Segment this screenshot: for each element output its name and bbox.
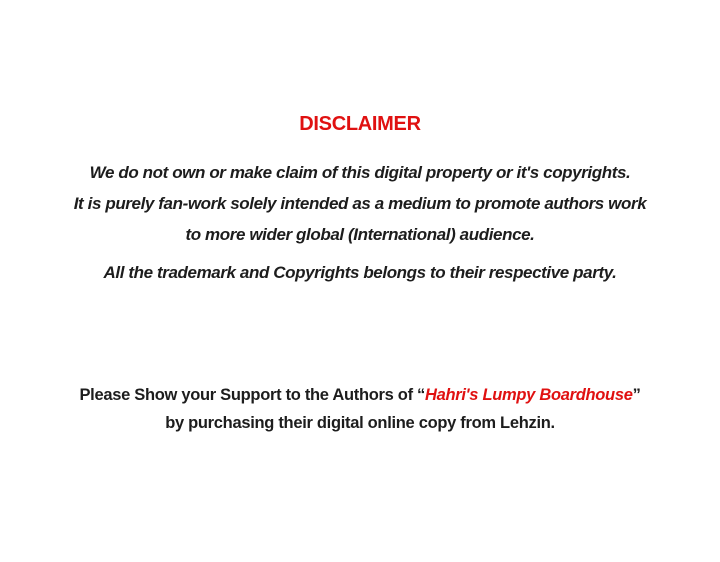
disclaimer-line: to more wider global (International) audience. bbox=[185, 225, 535, 244]
disclaimer-line: We do not own or make claim of this digital property or it's copyrights. bbox=[89, 163, 631, 182]
purchase-line: by purchasing their digital online copy from Lehzin. bbox=[165, 414, 555, 432]
support-line bbox=[0, 381, 720, 409]
support-text-suffix: ” bbox=[632, 386, 641, 404]
trademark-line: All the trademark and Copyrights belongs to their respective party. bbox=[103, 263, 617, 282]
support-notice-block bbox=[0, 381, 720, 437]
support-text-prefix: Please Show your Support to the Authors of “ bbox=[79, 386, 425, 404]
disclaimer-line: It is purely fan-work solely intended as a medium to promote authors work bbox=[73, 194, 647, 213]
disclaimer-title: DISCLAIMER bbox=[299, 113, 421, 135]
disclaimer-text-block bbox=[0, 157, 720, 288]
book-title: Hahri's Lumpy Boardhouse bbox=[425, 386, 633, 404]
